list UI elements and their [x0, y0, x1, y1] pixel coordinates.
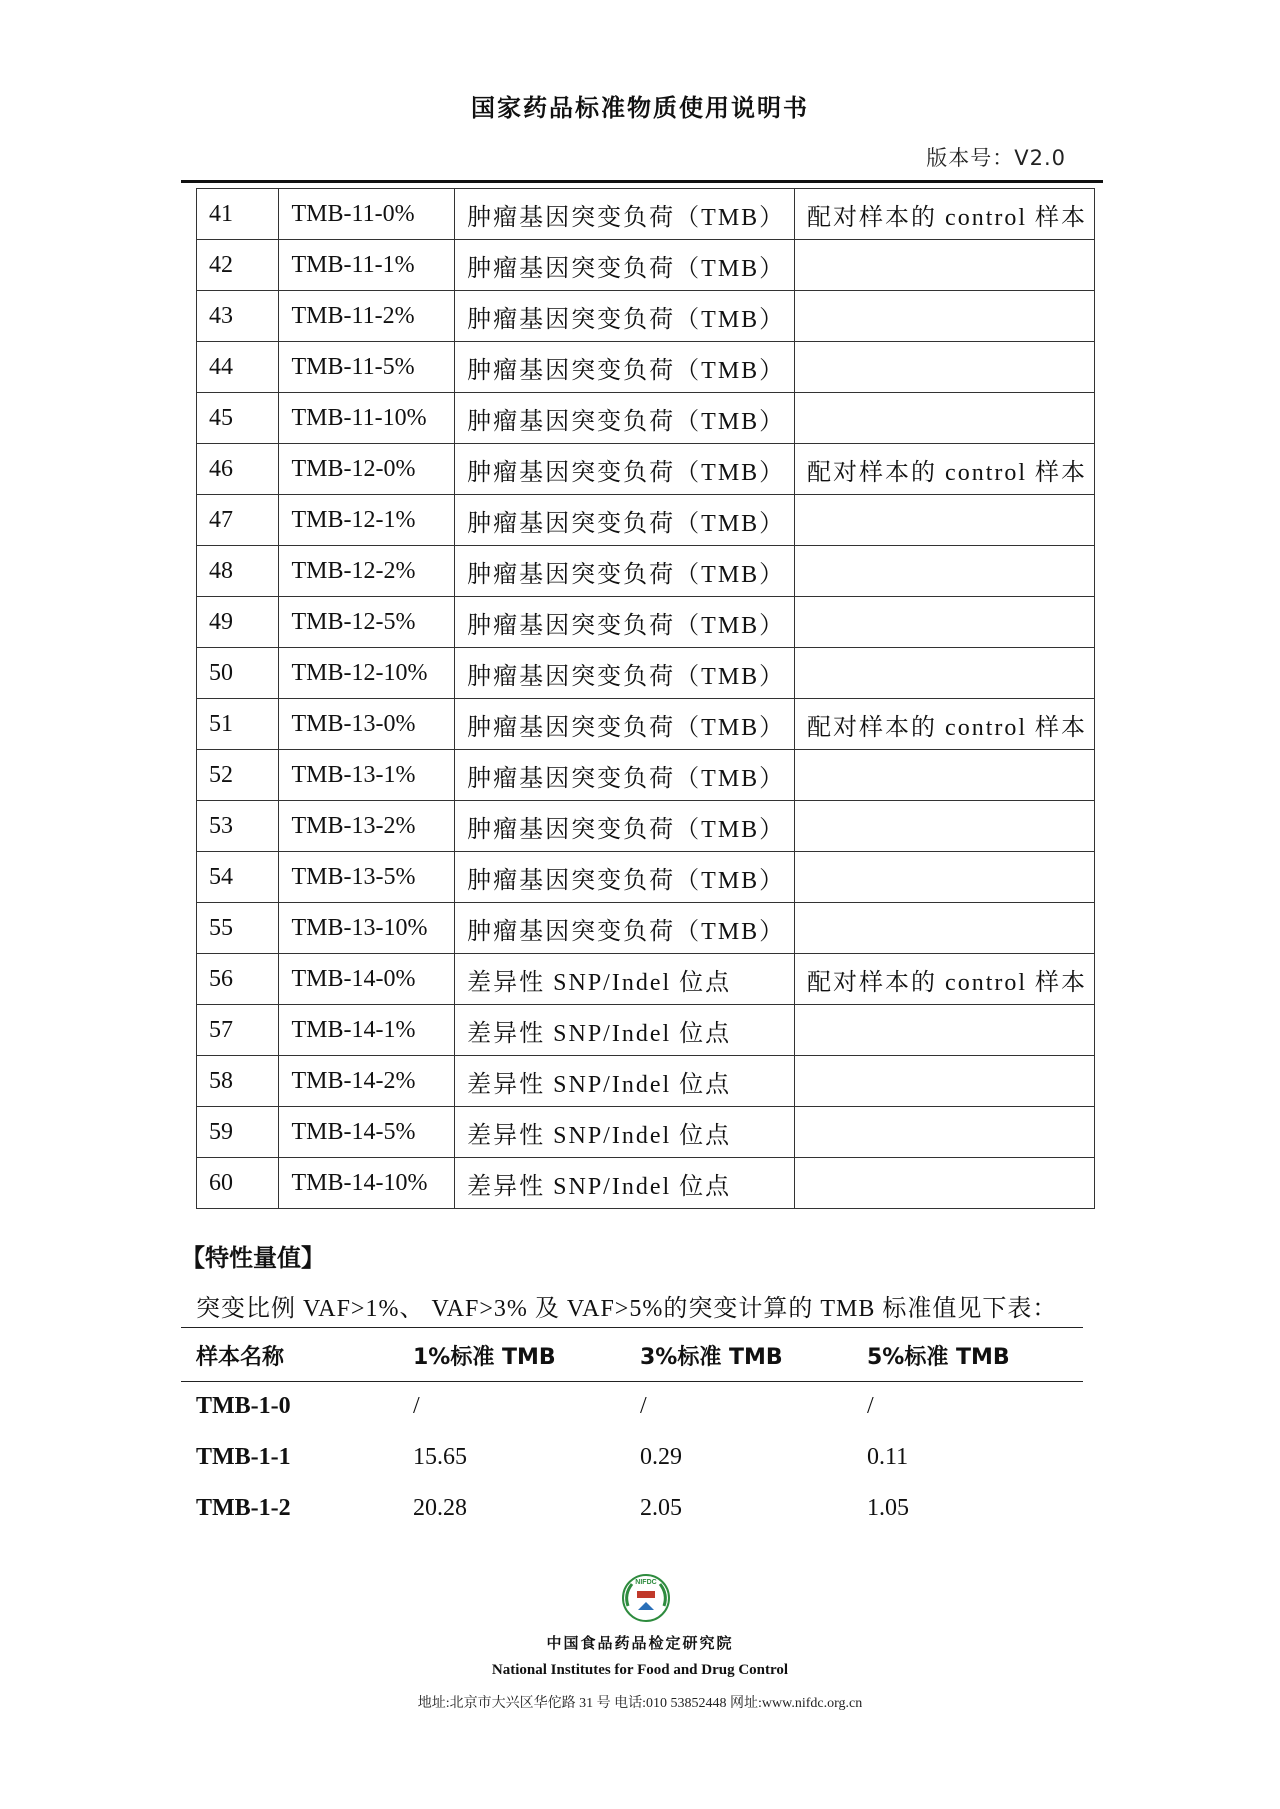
- sample-type-cell: 肿瘤基因突变负荷（TMB）: [455, 648, 795, 699]
- tmb-cell: 2.05: [640, 1495, 682, 1521]
- tmb-cell: 1.05: [867, 1495, 909, 1521]
- row-number-cell: 41: [197, 189, 279, 240]
- tmb-cell: 0.11: [867, 1444, 909, 1470]
- row-number-cell: 51: [197, 699, 279, 750]
- row-number-cell: 58: [197, 1056, 279, 1107]
- row-number-cell: 47: [197, 495, 279, 546]
- footer-org-en: National Institutes for Food and Drug Control: [491, 1662, 789, 1678]
- row-number-cell: 55: [197, 903, 279, 954]
- sample-type-cell: 差异性 SNP/Indel 位点: [455, 1056, 795, 1107]
- sample-table-body: [197, 189, 1095, 1209]
- sample-name-cell: TMB-14-10%: [279, 1158, 455, 1209]
- sample-row: [197, 750, 1095, 801]
- sample-name-cell: TMB-14-1%: [279, 1005, 455, 1056]
- sample-note-cell: [795, 342, 1095, 393]
- sample-name-cell: TMB-12-0%: [279, 444, 455, 495]
- sample-row: [197, 1107, 1095, 1158]
- row-number-cell: 46: [197, 444, 279, 495]
- tmb-table-row: [0, 1393, 1280, 1433]
- sample-name-cell: TMB-11-5%: [279, 342, 455, 393]
- tmb-cell: TMB-1-0: [196, 1393, 291, 1419]
- tmb-header-cell: 样本名称: [196, 1345, 285, 1370]
- sample-table: [196, 188, 1095, 1209]
- sample-type-cell: 肿瘤基因突变负荷（TMB）: [455, 495, 795, 546]
- tmb-table-header: [0, 1340, 1280, 1380]
- sample-name-cell: TMB-14-5%: [279, 1107, 455, 1158]
- sample-type-cell: 肿瘤基因突变负荷（TMB）: [455, 903, 795, 954]
- sample-type-cell: 差异性 SNP/Indel 位点: [455, 1158, 795, 1209]
- row-number-cell: 54: [197, 852, 279, 903]
- sample-row: [197, 1056, 1095, 1107]
- sample-name-cell: TMB-13-5%: [279, 852, 455, 903]
- sample-type-cell: 肿瘤基因突变负荷（TMB）: [455, 240, 795, 291]
- sample-note-cell: [795, 546, 1095, 597]
- intro-text: 突变比例 VAF>1%、 VAF>3% 及 VAF>5%的突变计算的 TMB 标准值见下表：: [196, 1296, 1058, 1322]
- sample-row: [197, 495, 1095, 546]
- row-number-cell: 43: [197, 291, 279, 342]
- sample-type-cell: 差异性 SNP/Indel 位点: [455, 1107, 795, 1158]
- sample-row: [197, 240, 1095, 291]
- sample-type-cell: 肿瘤基因突变负荷（TMB）: [455, 699, 795, 750]
- sample-name-cell: TMB-14-2%: [279, 1056, 455, 1107]
- sample-row: [197, 291, 1095, 342]
- sample-row: [197, 546, 1095, 597]
- sample-row: [197, 648, 1095, 699]
- nifdc-logo-icon: [620, 1572, 672, 1624]
- sample-row: [197, 852, 1095, 903]
- header-rule: [181, 180, 1103, 183]
- row-number-cell: 57: [197, 1005, 279, 1056]
- sample-note-cell: [795, 1107, 1095, 1158]
- footer-org-cn: 中国食品药品检定研究院: [546, 1634, 734, 1652]
- sample-note-cell: 配对样本的 control 样本: [795, 444, 1095, 495]
- sample-type-cell: 差异性 SNP/Indel 位点: [455, 954, 795, 1005]
- sample-note-cell: [795, 648, 1095, 699]
- sample-name-cell: TMB-12-2%: [279, 546, 455, 597]
- sample-type-cell: 肿瘤基因突变负荷（TMB）: [455, 189, 795, 240]
- version-label: 版本号：V2.0: [926, 146, 1066, 170]
- sample-name-cell: TMB-12-5%: [279, 597, 455, 648]
- tmb-header-cell: 3%标准 TMB: [640, 1345, 783, 1370]
- sample-row: [197, 954, 1095, 1005]
- footer-address: 地址:北京市大兴区华佗路 31 号 电话:010 53852448 网址:www.nifdc.org.cn: [417, 1696, 863, 1711]
- sample-name-cell: TMB-13-10%: [279, 903, 455, 954]
- sample-name-cell: TMB-11-2%: [279, 291, 455, 342]
- logo-text: NIFDC: [635, 1579, 657, 1586]
- sample-note-cell: [795, 1158, 1095, 1209]
- sample-name-cell: TMB-13-1%: [279, 750, 455, 801]
- sample-name-cell: TMB-12-1%: [279, 495, 455, 546]
- row-number-cell: 49: [197, 597, 279, 648]
- row-number-cell: 48: [197, 546, 279, 597]
- tmb-table-row: [0, 1444, 1280, 1484]
- row-number-cell: 59: [197, 1107, 279, 1158]
- tmb-cell: 15.65: [413, 1444, 467, 1470]
- sample-name-cell: TMB-14-0%: [279, 954, 455, 1005]
- sample-note-cell: 配对样本的 control 样本: [795, 954, 1095, 1005]
- sample-note-cell: [795, 291, 1095, 342]
- sample-type-cell: 差异性 SNP/Indel 位点: [455, 1005, 795, 1056]
- sample-note-cell: [795, 903, 1095, 954]
- sample-row: [197, 1158, 1095, 1209]
- sample-type-cell: 肿瘤基因突变负荷（TMB）: [455, 393, 795, 444]
- document-title: 国家药品标准物质使用说明书: [471, 94, 809, 122]
- sample-note-cell: 配对样本的 control 样本: [795, 189, 1095, 240]
- sample-row: [197, 1005, 1095, 1056]
- sample-note-cell: [795, 1056, 1095, 1107]
- sample-note-cell: [795, 495, 1095, 546]
- tmb-cell: /: [640, 1393, 647, 1419]
- sample-row: [197, 189, 1095, 240]
- row-number-cell: 56: [197, 954, 279, 1005]
- tmb-table-top-rule: [181, 1327, 1083, 1328]
- sample-note-cell: [795, 240, 1095, 291]
- sample-name-cell: TMB-11-10%: [279, 393, 455, 444]
- sample-note-cell: [795, 852, 1095, 903]
- sample-note-cell: 配对样本的 control 样本: [795, 699, 1095, 750]
- sample-row: [197, 597, 1095, 648]
- tmb-cell: TMB-1-1: [196, 1444, 291, 1470]
- sample-type-cell: 肿瘤基因突变负荷（TMB）: [455, 444, 795, 495]
- tmb-table-row: [0, 1495, 1280, 1535]
- section-heading: 【特性量值】: [181, 1244, 325, 1272]
- tmb-cell: /: [413, 1393, 420, 1419]
- sample-name-cell: TMB-13-2%: [279, 801, 455, 852]
- row-number-cell: 42: [197, 240, 279, 291]
- sample-type-cell: 肿瘤基因突变负荷（TMB）: [455, 342, 795, 393]
- row-number-cell: 53: [197, 801, 279, 852]
- sample-type-cell: 肿瘤基因突变负荷（TMB）: [455, 750, 795, 801]
- sample-type-cell: 肿瘤基因突变负荷（TMB）: [455, 597, 795, 648]
- sample-row: [197, 393, 1095, 444]
- sample-type-cell: 肿瘤基因突变负荷（TMB）: [455, 546, 795, 597]
- sample-name-cell: TMB-13-0%: [279, 699, 455, 750]
- sample-name-cell: TMB-12-10%: [279, 648, 455, 699]
- sample-row: [197, 342, 1095, 393]
- sample-row: [197, 801, 1095, 852]
- sample-type-cell: 肿瘤基因突变负荷（TMB）: [455, 291, 795, 342]
- tmb-cell: 20.28: [413, 1495, 467, 1521]
- tmb-cell: 0.29: [640, 1444, 682, 1470]
- sample-note-cell: [795, 393, 1095, 444]
- sample-row: [197, 699, 1095, 750]
- sample-note-cell: [795, 750, 1095, 801]
- sample-type-cell: 肿瘤基因突变负荷（TMB）: [455, 801, 795, 852]
- row-number-cell: 50: [197, 648, 279, 699]
- row-number-cell: 44: [197, 342, 279, 393]
- row-number-cell: 45: [197, 393, 279, 444]
- sample-note-cell: [795, 801, 1095, 852]
- tmb-cell: /: [867, 1393, 874, 1419]
- tmb-cell: TMB-1-2: [196, 1495, 291, 1521]
- tmb-header-cell: 1%标准 TMB: [413, 1345, 556, 1370]
- sample-name-cell: TMB-11-1%: [279, 240, 455, 291]
- sample-type-cell: 肿瘤基因突变负荷（TMB）: [455, 852, 795, 903]
- sample-note-cell: [795, 1005, 1095, 1056]
- row-number-cell: 52: [197, 750, 279, 801]
- sample-row: [197, 444, 1095, 495]
- sample-note-cell: [795, 597, 1095, 648]
- tmb-header-cell: 5%标准 TMB: [867, 1345, 1010, 1370]
- sample-name-cell: TMB-11-0%: [279, 189, 455, 240]
- tmb-table-header-rule: [181, 1381, 1083, 1382]
- row-number-cell: 60: [197, 1158, 279, 1209]
- sample-row: [197, 903, 1095, 954]
